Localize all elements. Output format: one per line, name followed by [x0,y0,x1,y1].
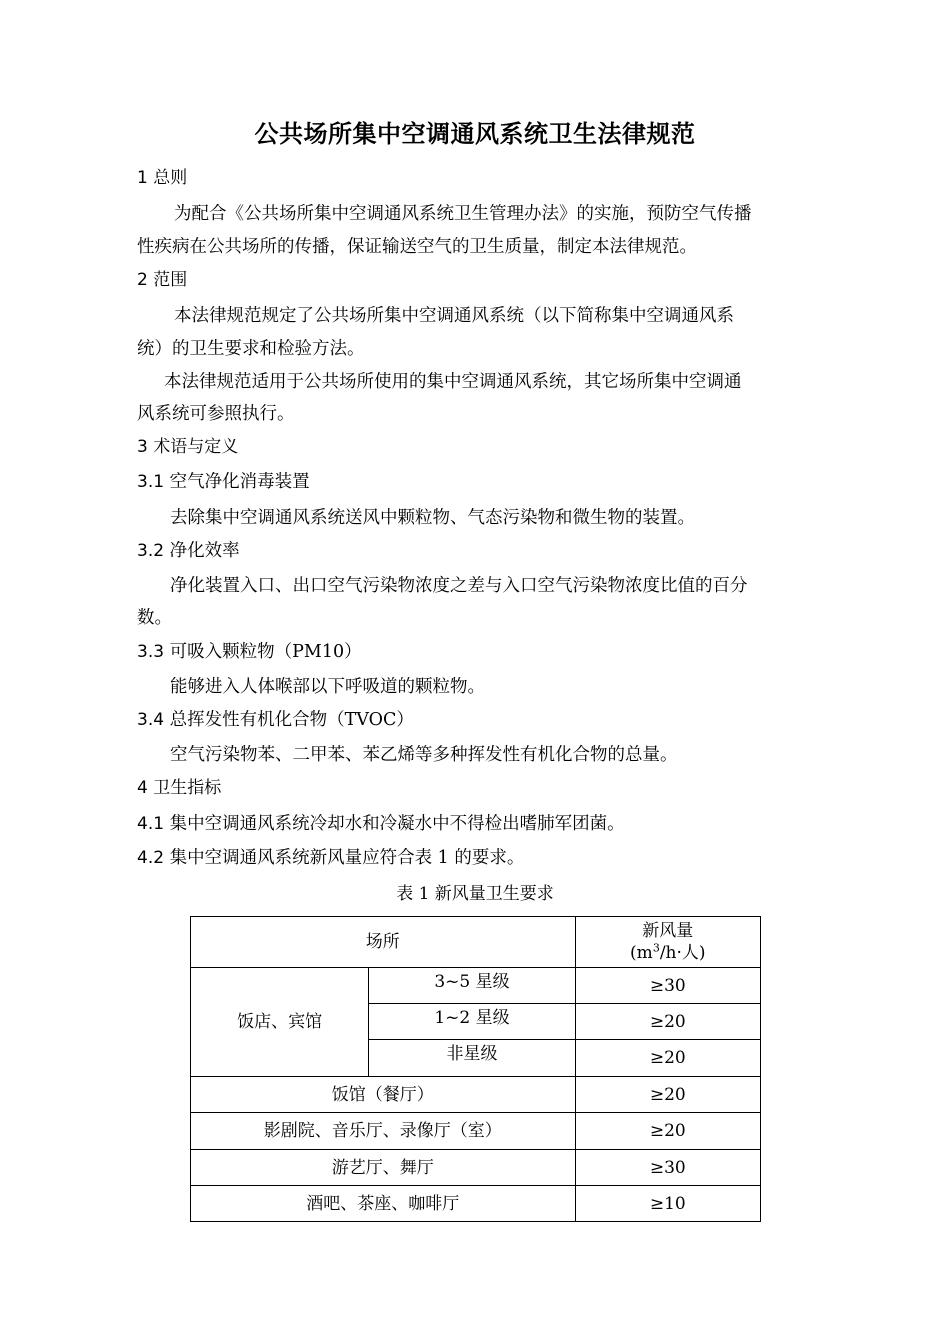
paragraph-line: 能够进入人体喉部以下呼吸道的颗粒物。 [170,677,485,697]
subsection-number: 3.3 [137,642,165,662]
section-number: 3 [137,437,148,457]
section-4-heading [137,776,817,800]
section-1-heading [137,166,817,190]
cell-value: ≥20 [575,1004,760,1040]
table-row [191,1113,761,1150]
subsection-number: 4.1 [137,814,165,834]
subsection-number: 3.4 [137,710,165,730]
subsection-4-1 [137,812,817,836]
paragraph-line: 本法律规范规定了公共场所集中空调通风系统（以下简称集中空调通风系 [174,306,734,326]
paragraph-line: 为配合《公共场所集中空调通风系统卫生管理办法》的实施，预防空气传播 [174,204,752,224]
subsection-title: 净化效率 [169,541,240,561]
section-title: 卫生指标 [153,778,222,798]
table-row [191,1150,761,1186]
paragraph-line: 本法律规范适用于公共场所使用的集中空调通风系统，其它场所集中空调通 [164,372,742,392]
cell-place: 酒吧、茶座、咖啡厅 [191,1186,576,1222]
table-row [191,1186,761,1222]
section-title: 总则 [153,168,188,188]
cell-place: 影剧院、音乐厅、录像厅（室） [191,1113,576,1150]
table-header-row [191,917,761,968]
subsection-3-1-heading [137,470,817,494]
subsection-title: 可吸入颗粒物（PM10） [169,642,362,662]
subsection-3-4-heading [137,708,817,732]
subsection-text: 集中空调通风系统新风量应符合表 1 的要求。 [169,848,525,868]
paragraph-line: 数。 [137,608,172,628]
cell-level: 1~2 星级 [369,1004,575,1040]
unit-superscript: 3 [652,941,660,955]
subsection-3-3-heading [137,640,817,664]
subsection-number: 3.1 [137,472,165,492]
subsection-title: 总挥发性有机化合物（TVOC） [169,710,414,730]
cell-value: ≥20 [575,1113,760,1150]
header-fresh-air [575,917,760,968]
paragraph-line: 统）的卫生要求和检验方法。 [137,339,365,359]
table-row [191,968,761,1004]
cell-place: 饭馆（餐厅） [191,1077,576,1113]
cell-place: 游艺厅、舞厅 [191,1150,576,1186]
subsection-title: 空气净化消毒装置 [169,472,310,492]
cell-level: 3~5 星级 [369,968,575,1004]
cell-value: ≥20 [575,1040,760,1077]
table-caption: 表 1 新风量卫生要求 [396,884,554,904]
table-row [191,1077,761,1113]
paragraph-line: 净化装置入口、出口空气污染物浓度之差与入口空气污染物浓度比值的百分 [170,576,748,596]
subsection-3-2-heading [137,539,817,563]
page-title: 公共场所集中空调通风系统卫生法律规范 [254,119,696,148]
paragraph-line: 性疾病在公共场所的传播，保证输送空气的卫生质量，制定本法律规范。 [137,237,697,257]
cell-level: 非星级 [369,1040,575,1077]
unit-suffix: /h·人) [659,943,706,963]
cell-value: ≥30 [575,968,760,1004]
section-2-heading [137,268,817,292]
section-number: 2 [137,270,148,290]
section-title: 术语与定义 [153,437,239,457]
header-fresh-air-unit [576,942,760,964]
cell-value: ≥30 [575,1150,760,1186]
section-title: 范围 [153,270,188,290]
subsection-number: 4.2 [137,848,165,868]
header-place: 场所 [191,917,576,968]
cell-place: 饭店、宾馆 [191,968,369,1077]
subsection-4-2 [137,846,817,870]
paragraph-line: 空气污染物苯、二甲苯、苯乙烯等多种挥发性有机化合物的总量。 [170,745,678,765]
section-3-heading [137,435,817,459]
paragraph-line: 去除集中空调通风系统送风中颗粒物、气态污染物和微生物的装置。 [170,508,695,528]
header-fresh-air-label: 新风量 [642,921,694,941]
unit-prefix: (m [630,943,653,963]
subsection-text: 集中空调通风系统冷却水和冷凝水中不得检出嗜肺军团菌。 [169,814,625,834]
paragraph-line: 风系统可参照执行。 [137,404,295,424]
section-number: 1 [137,168,148,188]
cell-value: ≥20 [575,1077,760,1113]
fresh-air-table [190,916,761,1222]
subsection-number: 3.2 [137,541,165,561]
cell-value: ≥10 [575,1186,760,1222]
section-number: 4 [137,778,148,798]
